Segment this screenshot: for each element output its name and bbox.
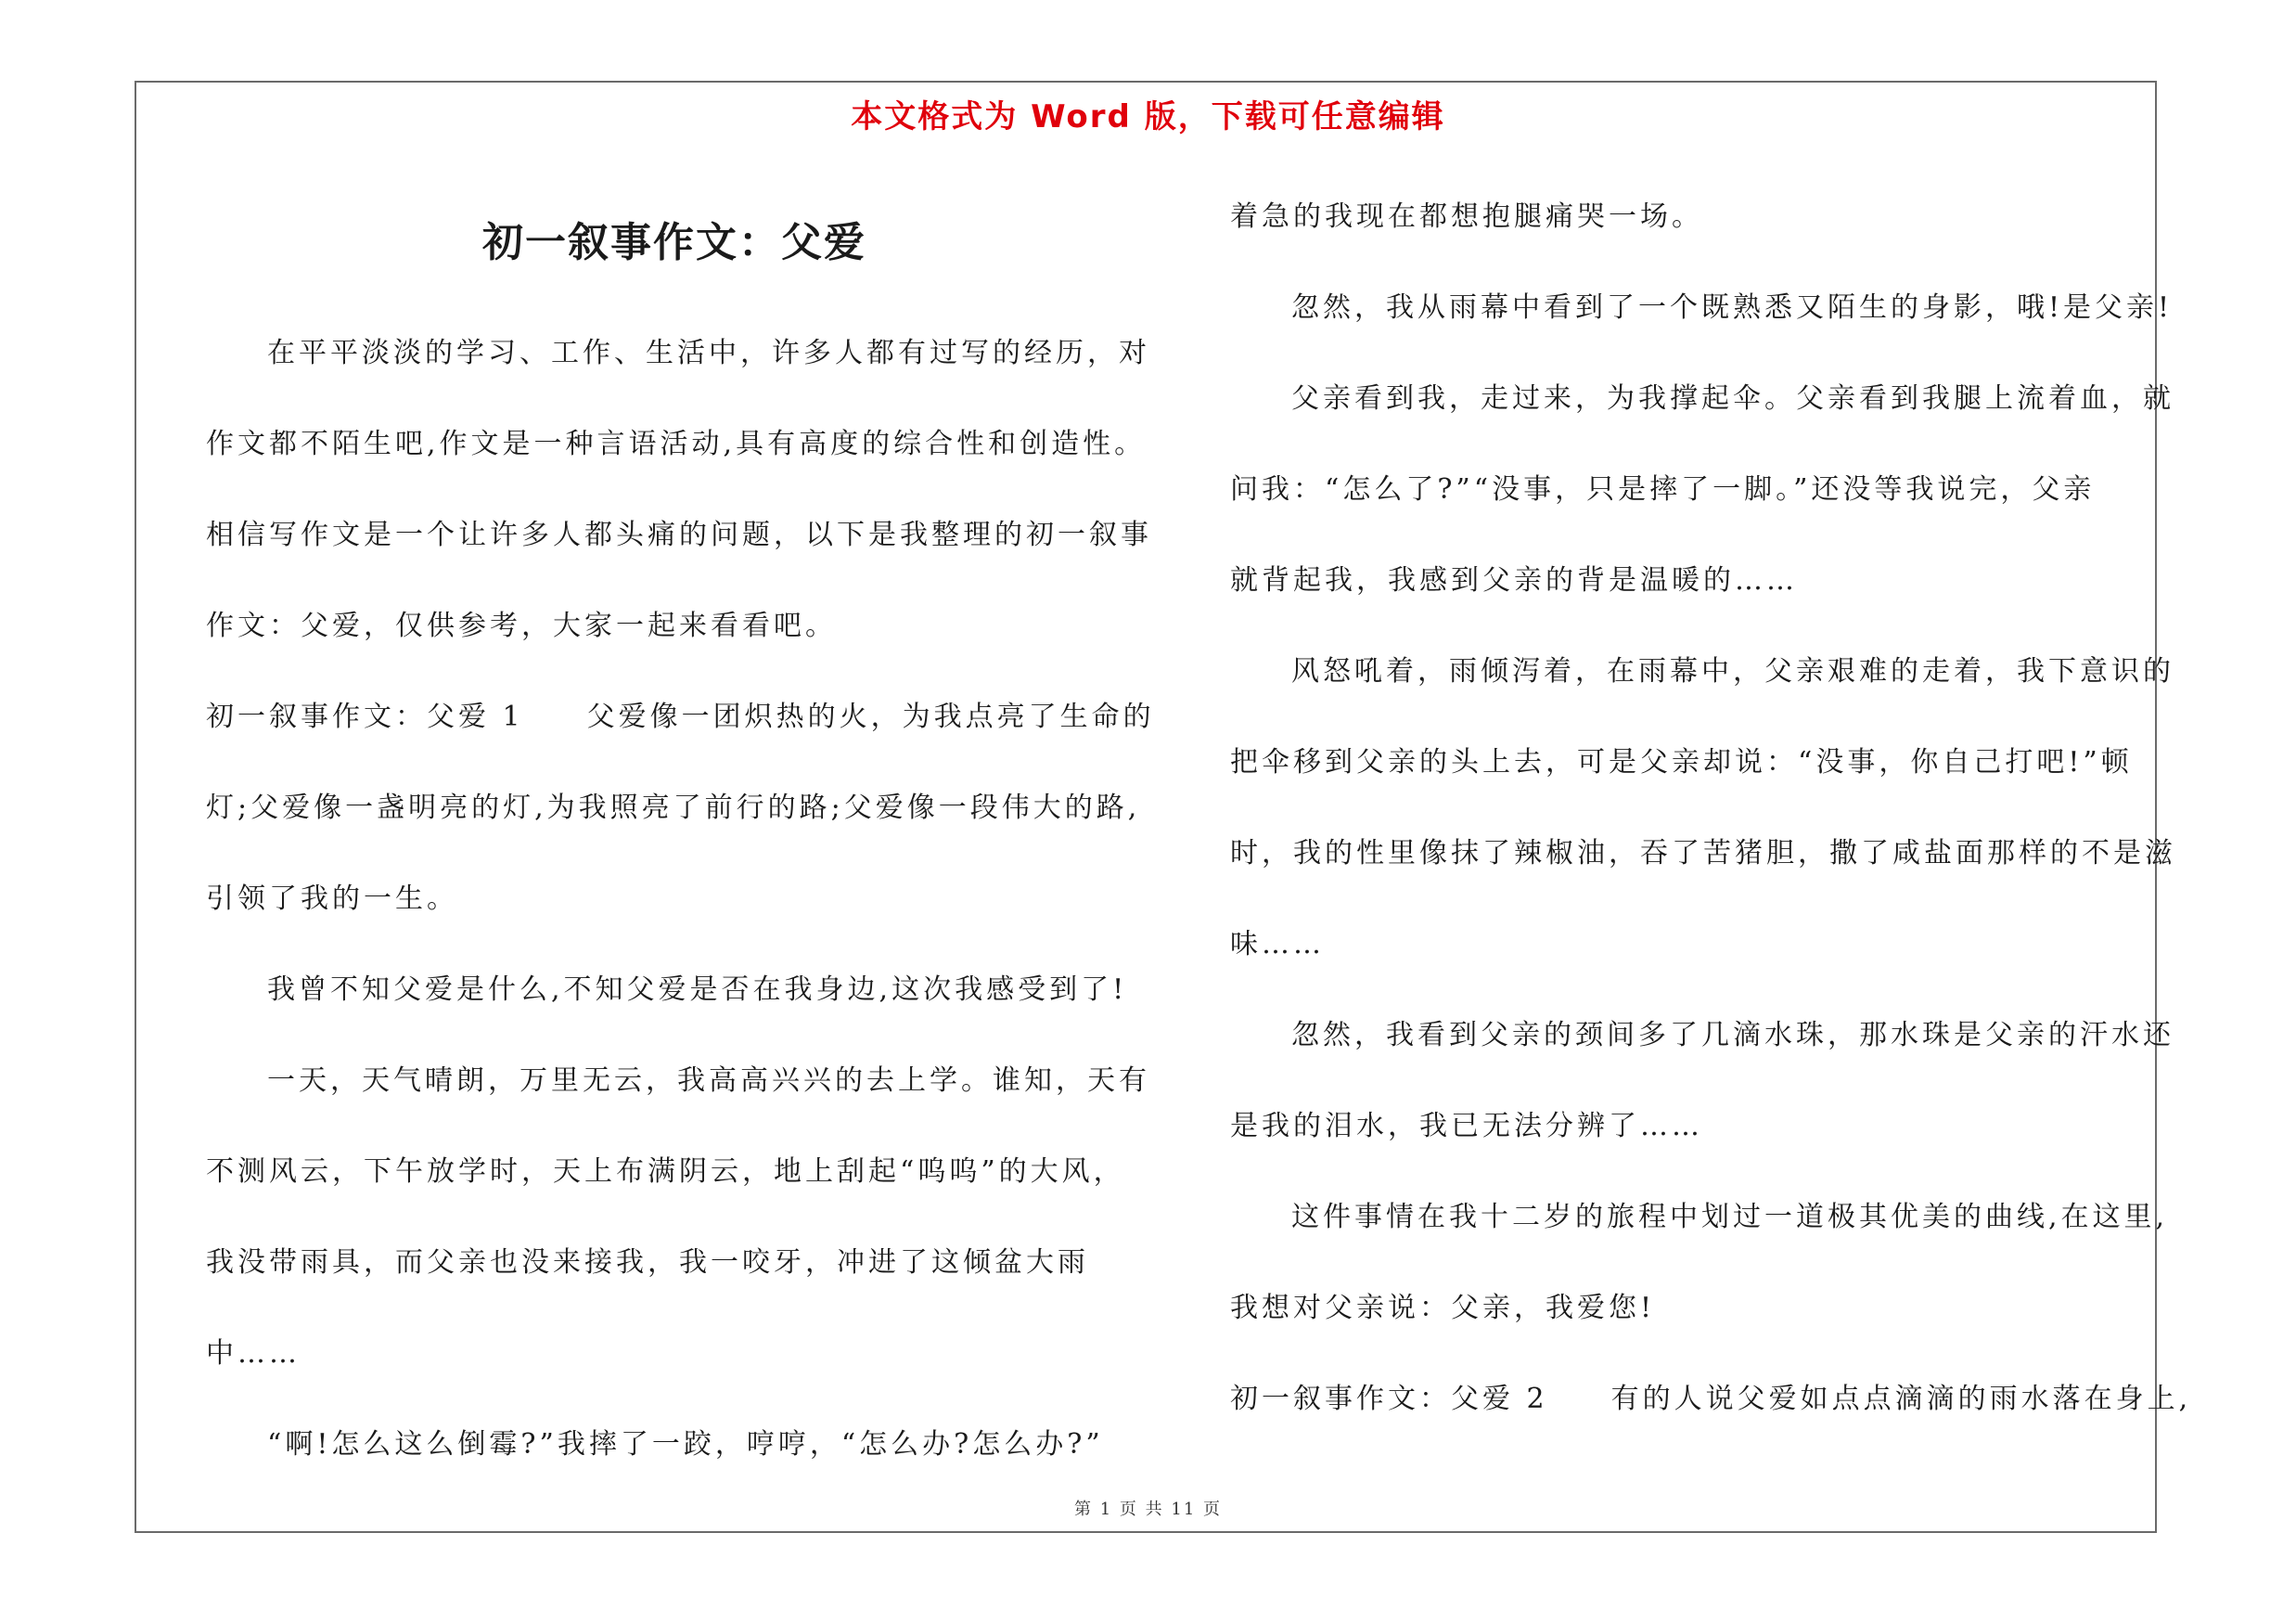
paragraph-line: 父亲看到我，走过来，为我撑起伞。父亲看到我腿上流着血，就: [1291, 382, 2174, 415]
paragraph-line: 我想对父亲说：父亲，我爱您!: [1230, 1292, 1656, 1324]
page-middle: 页 共: [1119, 1500, 1164, 1519]
document-title: 初一叙事作文：父爱: [482, 219, 866, 266]
paragraph-line: 这件事情在我十二岁的旅程中划过一道极其优美的曲线,在这里,: [1291, 1201, 2169, 1233]
paragraph-line: 不测风云，下午放学时，天上布满阴云，地上刮起“呜呜”的大风，: [206, 1155, 1125, 1188]
paragraph-line: 作文都不陌生吧,作文是一种言语活动,具有高度的综合性和创造性。: [206, 428, 1147, 460]
paragraph-line: 问我：“怎么了?”“没事，只是摔了一脚。”还没等我说完，父亲: [1230, 473, 2096, 506]
paragraph-line: 在平平淡淡的学习、工作、生活中，许多人都有过写的经历，对: [267, 337, 1150, 369]
paragraph-line: 我没带雨具，而父亲也没来接我，我一咬牙，冲进了这倾盆大雨: [206, 1246, 1089, 1279]
paragraph-line: “啊!怎么这么倒霉?”我摔了一跤，哼哼，“怎么办?怎么办?”: [267, 1428, 1104, 1461]
format-banner: 本文格式为 Word 版，下载可任意编辑: [851, 98, 1445, 135]
paragraph-line: 味……: [1230, 928, 1325, 960]
paragraph-line: 时，我的性里像抹了辣椒油，吞了苦猪胆，撒了咸盐面那样的不是滋: [1230, 837, 2176, 869]
paragraph-line: 引领了我的一生。: [206, 882, 458, 915]
paragraph-line: 风怒吼着，雨倾泻着，在雨幕中，父亲艰难的走着，我下意识的: [1291, 655, 2174, 688]
section-heading-line: 初一叙事作文：父爱 2 有的人说父爱如点点滴滴的雨水落在身上,: [1230, 1383, 2192, 1415]
paragraph-line: 中……: [206, 1337, 301, 1370]
paragraph-line: 一天，天气晴朗，万里无云，我高高兴兴的去上学。谁知，天有: [267, 1064, 1150, 1097]
paragraph-line: 忽然，我从雨幕中看到了一个既熟悉又陌生的身影，哦!是父亲!: [1291, 291, 2174, 324]
page-suffix: 页: [1203, 1500, 1223, 1519]
paragraph-line: 是我的泪水，我已无法分辨了……: [1230, 1110, 1703, 1142]
paragraph-line: 相信写作文是一个让许多人都头痛的问题，以下是我整理的初一叙事: [206, 519, 1152, 551]
section-heading-line: 初一叙事作文：父爱 1 父爱像一团炽热的火，为我点亮了生命的: [206, 701, 1155, 733]
page-prefix: 第: [1073, 1500, 1093, 1519]
paragraph-line: 忽然，我看到父亲的颈间多了几滴水珠，那水珠是父亲的汗水还: [1291, 1019, 2174, 1051]
page-footer: [0, 1496, 2296, 1520]
paragraph-line: 作文：父爱，仅供参考，大家一起来看看吧。: [206, 610, 837, 642]
paragraph-line: 我曾不知父爱是什么,不知父爱是否在我身边,这次我感受到了!: [267, 973, 1128, 1006]
page-number: 1: [1099, 1500, 1113, 1519]
paragraph-line: 着急的我现在都想抱腿痛哭一场。: [1230, 200, 1703, 233]
page-total: 11: [1171, 1500, 1197, 1519]
paragraph-line: 把伞移到父亲的头上去，可是父亲却说：“没事，你自己打吧!”顿: [1230, 746, 2133, 779]
paragraph-line: 灯;父爱像一盏明亮的灯,为我照亮了前行的路;父爱像一段伟大的路,: [206, 792, 1141, 824]
paragraph-line: 就背起我，我感到父亲的背是温暖的……: [1230, 564, 1798, 597]
